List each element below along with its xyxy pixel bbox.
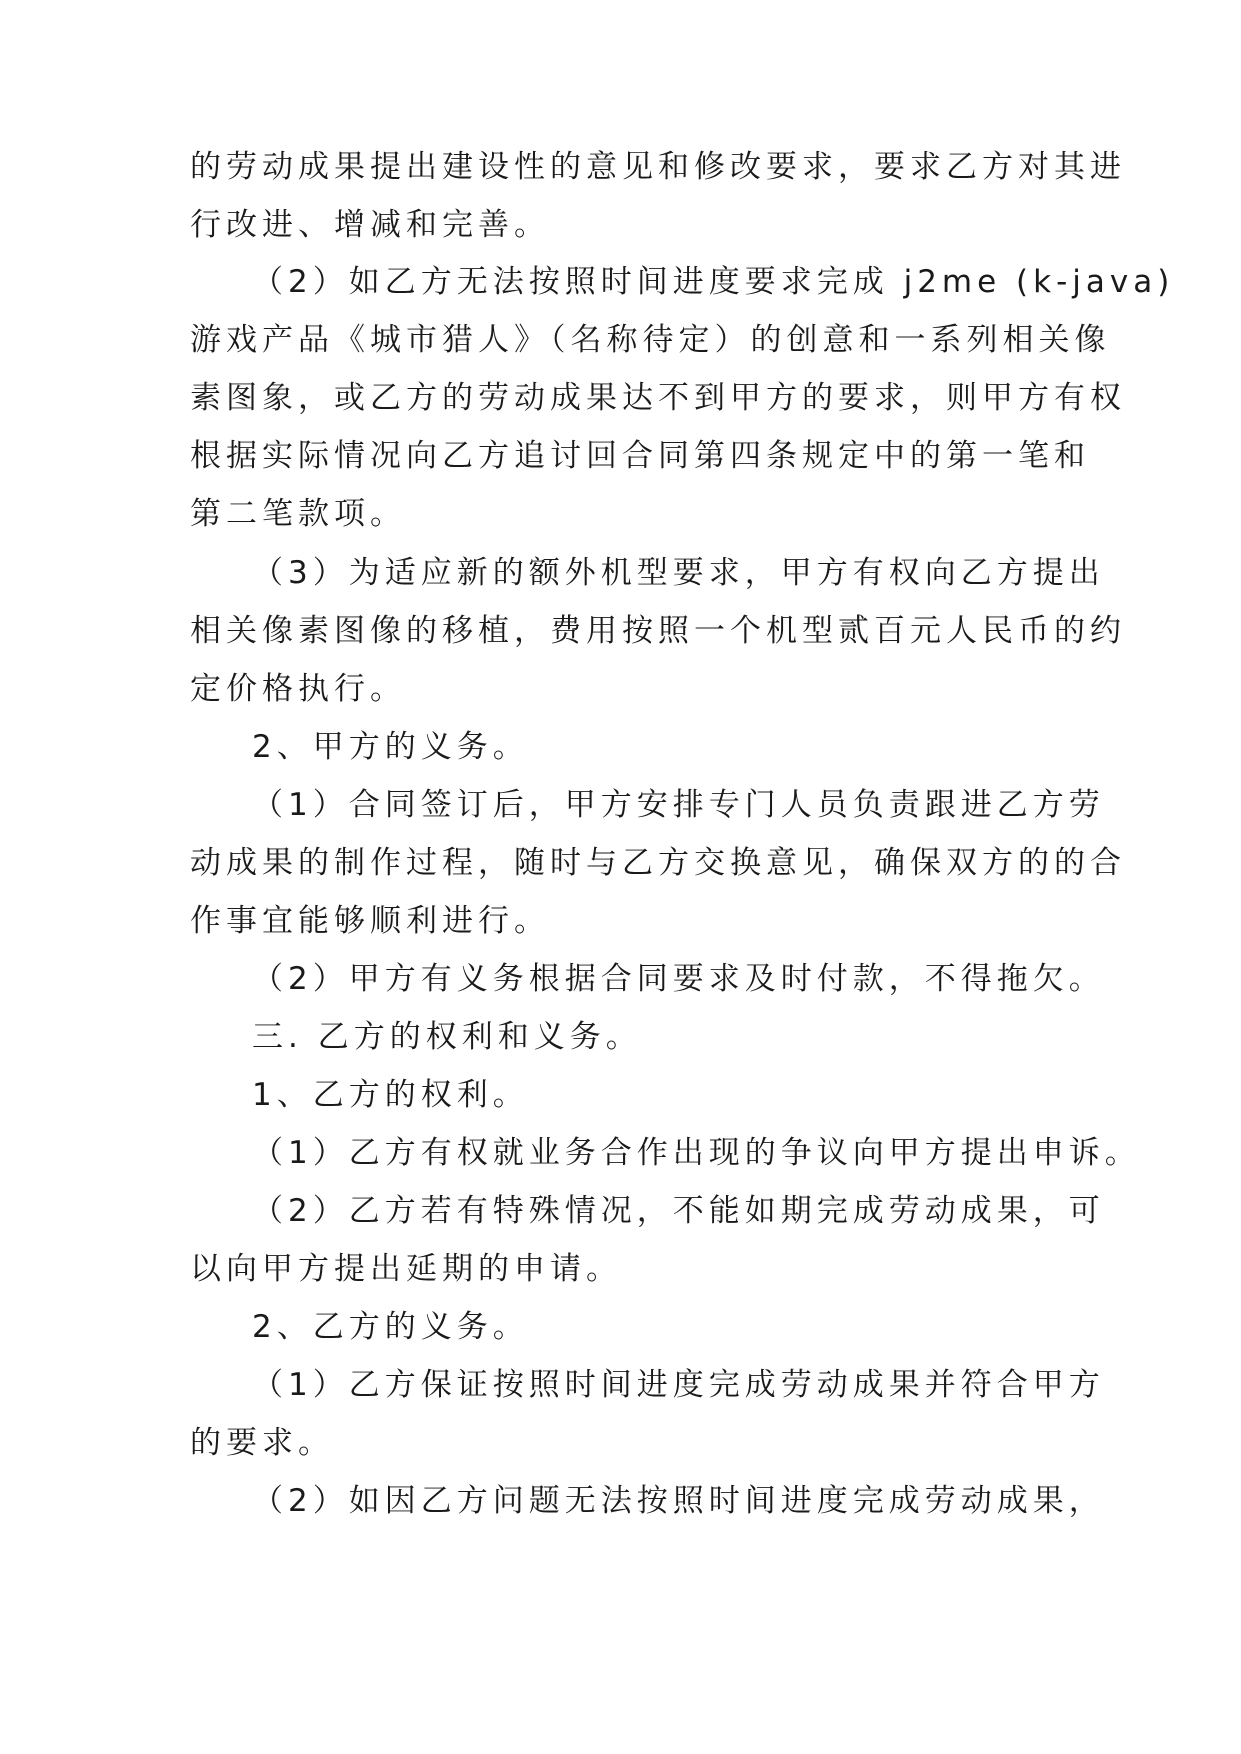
paragraph-line: 定价格执行。 bbox=[190, 671, 406, 707]
paragraph-line: （1）合同签订后，甲方安排专门人员负责跟进乙方劳 bbox=[252, 787, 1105, 823]
paragraph-line: 第二笔款项。 bbox=[190, 496, 406, 532]
section-heading: 1、乙方的权利。 bbox=[252, 1077, 529, 1113]
paragraph-line: 的要求。 bbox=[190, 1425, 334, 1461]
paragraph-line: 行改进、增减和完善。 bbox=[190, 207, 550, 243]
paragraph-line: （2）如因乙方问题无法按照时间进度完成劳动成果， bbox=[252, 1483, 1105, 1519]
section-heading: 三. 乙方的权利和义务。 bbox=[252, 1019, 642, 1055]
paragraph-line: （2）如乙方无法按照时间进度要求完成 j2me (k-java) bbox=[252, 264, 1175, 300]
paragraph-line: （1）乙方有权就业务合作出现的争议向甲方提出申诉。 bbox=[252, 1135, 1141, 1171]
paragraph-line: 游戏产品《城市猎人》（名称待定）的创意和一系列相关像 bbox=[190, 322, 1111, 358]
paragraph-line: （1）乙方保证按照时间进度完成劳动成果并符合甲方 bbox=[252, 1367, 1105, 1403]
paragraph-line: （2）乙方若有特殊情况，不能如期完成劳动成果，可 bbox=[252, 1193, 1105, 1229]
paragraph-line: （3）为适应新的额外机型要求，甲方有权向乙方提出 bbox=[252, 555, 1105, 591]
paragraph-line: （2）甲方有义务根据合同要求及时付款，不得拖欠。 bbox=[252, 961, 1105, 997]
paragraph-line: 相关像素图像的移植，费用按照一个机型贰百元人民币的约 bbox=[190, 613, 1126, 649]
paragraph-line: 的劳动成果提出建设性的意见和修改要求，要求乙方对其进 bbox=[190, 149, 1126, 185]
paragraph-line: 以向甲方提出延期的申请。 bbox=[190, 1251, 622, 1287]
section-heading: 2、甲方的义务。 bbox=[252, 729, 529, 765]
section-heading: 2、乙方的义务。 bbox=[252, 1309, 529, 1345]
paragraph-line: 素图象，或乙方的劳动成果达不到甲方的要求，则甲方有权 bbox=[190, 380, 1126, 416]
paragraph-line: 动成果的制作过程，随时与乙方交换意见，确保双方的的合 bbox=[190, 845, 1126, 881]
paragraph-line: 根据实际情况向乙方追讨回合同第四条规定中的第一笔和 bbox=[190, 438, 1090, 474]
paragraph-line: 作事宜能够顺利进行。 bbox=[190, 903, 550, 939]
